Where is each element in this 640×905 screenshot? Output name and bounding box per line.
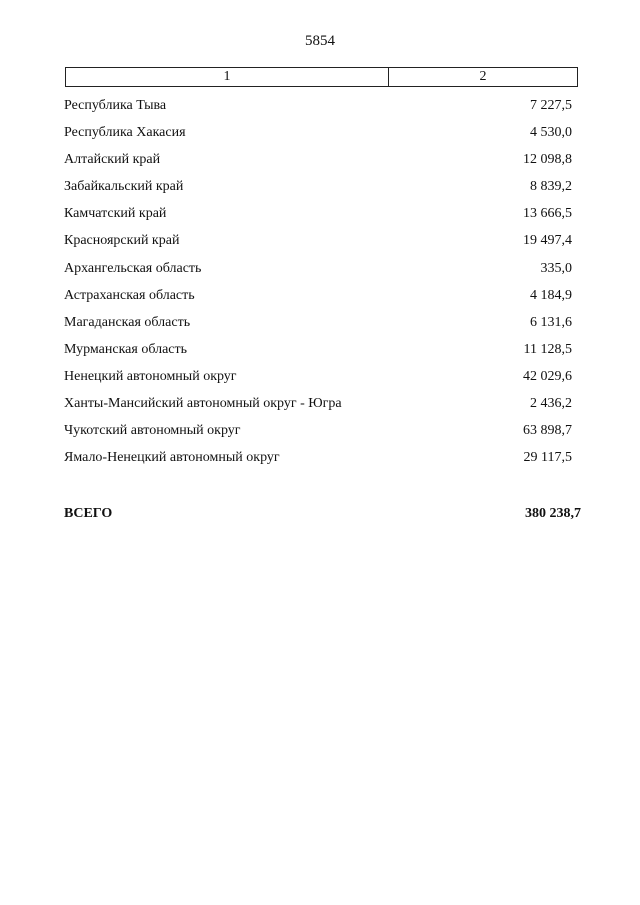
table-row [64,423,572,450]
region-value: 29 117,5 [523,450,572,466]
region-name: Забайкальский край [64,179,184,195]
region-name: Ненецкий автономный округ [64,368,237,384]
region-name: Астраханская область [64,287,195,303]
table-row [64,206,572,233]
table-row [64,450,572,477]
total-row [64,506,581,522]
region-name: Алтайский край [64,152,161,168]
region-list [64,98,572,477]
table-row [64,396,572,423]
region-value: 4 184,9 [530,287,572,303]
table-header [65,67,578,87]
column-header-2: 2 [479,69,487,84]
region-name: Ханты-Мансийский автономный округ - Югра [64,396,342,412]
region-value: 335,0 [540,260,572,276]
table-row [64,288,572,315]
region-name: Камчатский край [64,206,167,222]
table-row [64,152,572,179]
region-name: Архангельская область [64,260,202,276]
table-row [64,98,572,125]
region-value: 6 131,6 [530,314,572,330]
region-value: 42 029,6 [523,368,572,384]
total-value: 380 238,7 [525,506,581,521]
table-row [64,233,572,260]
table-row [64,261,572,288]
region-value: 8 839,2 [530,179,572,195]
table-row [64,125,572,152]
column-header-1: 1 [66,68,389,86]
region-value: 13 666,5 [523,206,572,222]
region-name: Красноярский край [64,233,180,249]
region-name: Мурманская область [64,341,188,357]
total-label: ВСЕГО [64,506,113,521]
region-value: 63 898,7 [523,423,572,439]
region-value: 12 098,8 [523,152,572,168]
region-value: 19 497,4 [523,233,572,249]
region-value: 4 530,0 [530,125,572,141]
table-row [64,179,572,206]
region-name: Республика Хакасия [64,125,186,141]
table-row [64,342,572,369]
region-name: Ямало-Ненецкий автономный округ [64,450,280,466]
region-name: Магаданская область [64,314,191,330]
table-row [64,315,572,342]
region-name: Республика Тыва [64,98,167,113]
region-value: 7 227,5 [530,98,572,113]
region-value: 11 128,5 [523,341,572,357]
region-value: 2 436,2 [530,396,572,412]
table-row [64,369,572,396]
page-number: 5854 [305,33,335,49]
region-name: Чукотский автономный округ [64,423,241,439]
